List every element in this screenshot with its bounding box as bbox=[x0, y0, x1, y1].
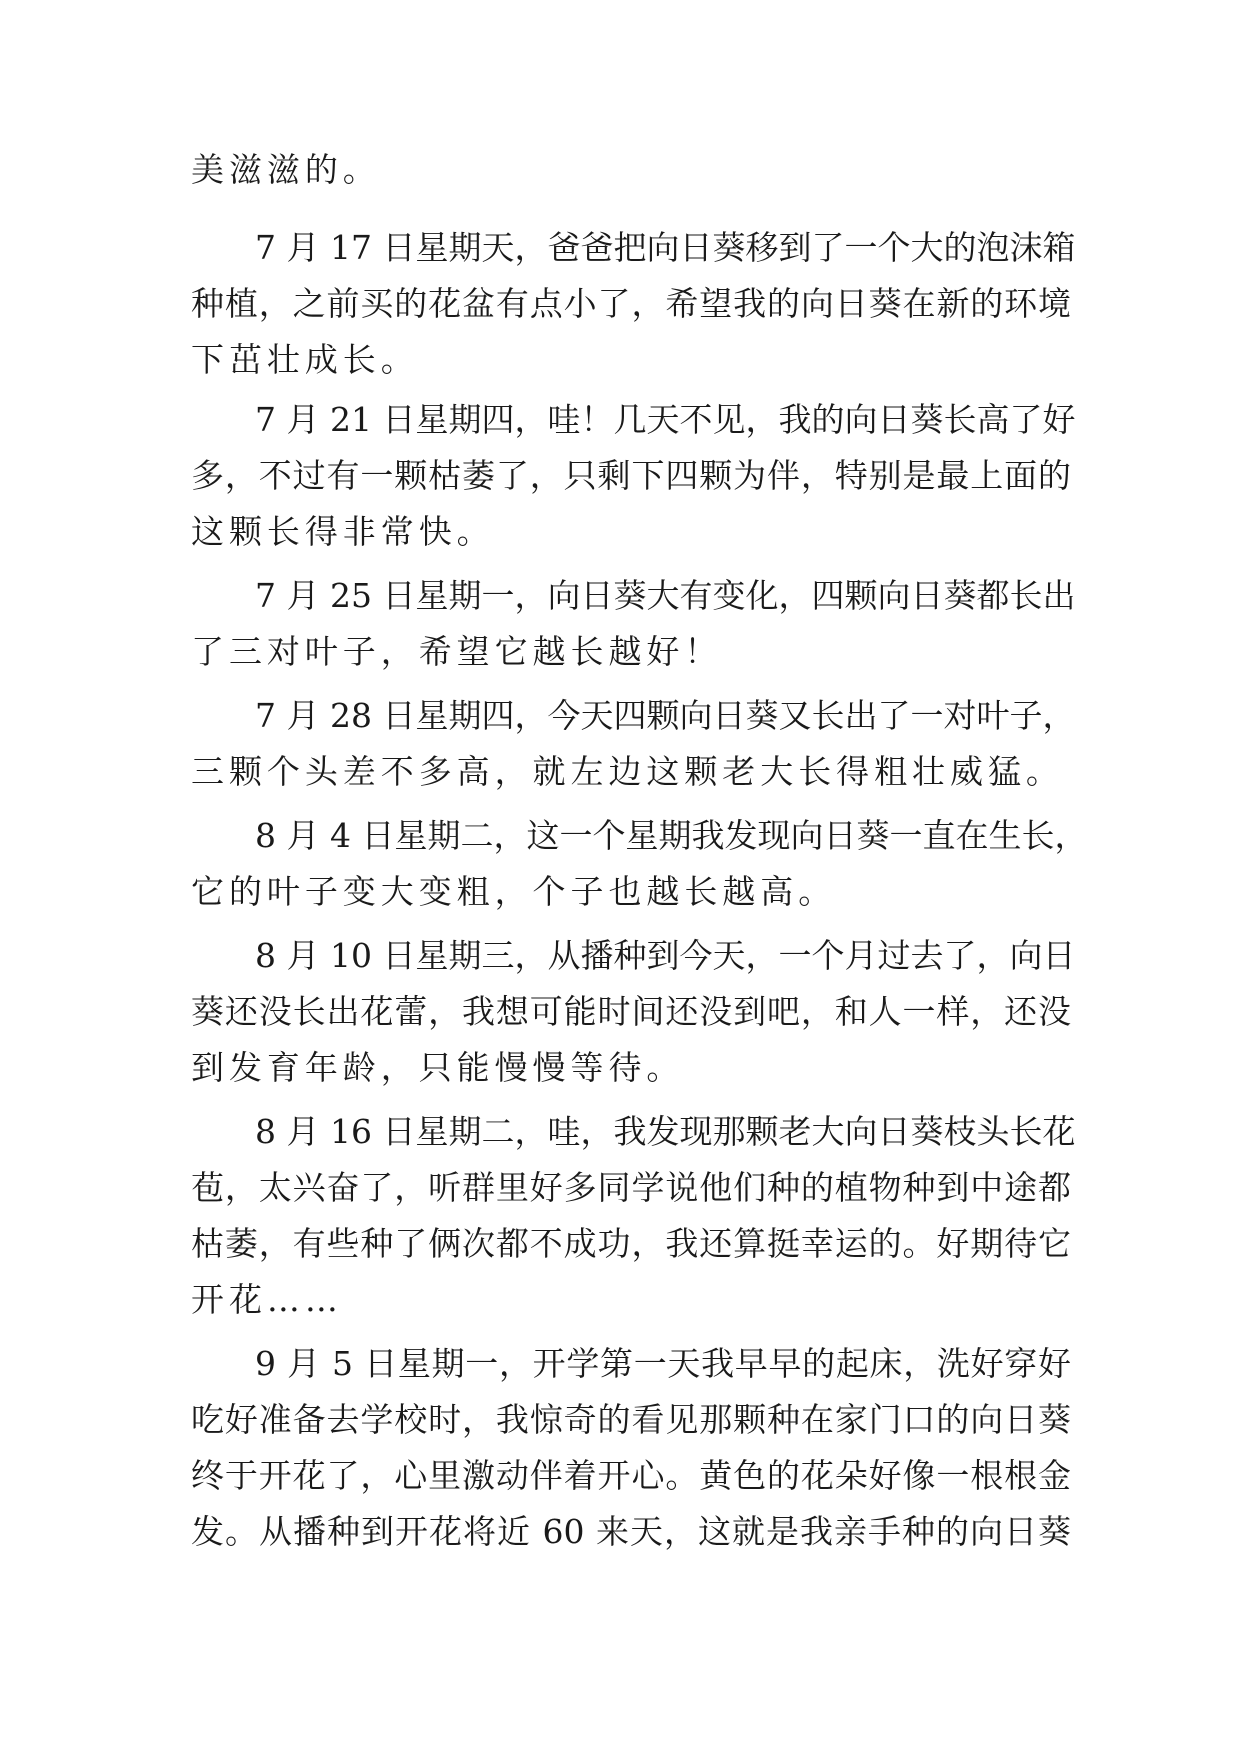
text-line: 下茁壮成长。 bbox=[191, 340, 419, 379]
text-line: 苞，太兴奋了，听群里好多同学说他们种的植物种到中途都 bbox=[191, 1168, 1071, 1207]
text-line: 三颗个头差不多高，就左边这颗老大长得粗壮威猛。 bbox=[191, 752, 1064, 791]
text-line: 吃好准备去学校时，我惊奇的看见那颗种在家门口的向日葵 bbox=[191, 1400, 1071, 1439]
text-line: 发。从播种到开花将近 60 来天，这就是我亲手种的向日葵 bbox=[191, 1512, 1071, 1551]
paragraph-first-line: 7 月 25 日星期一，向日葵大有变化，四颗向日葵都长出 bbox=[255, 576, 1076, 615]
text-line: 了三对叶子，希望它越长越好！ bbox=[191, 632, 723, 671]
paragraph-first-line: 8 月 4 日星期二，这一个星期我发现向日葵一直在生长， bbox=[255, 816, 1088, 855]
paragraph-first-line: 8 月 16 日星期二，哇，我发现那颗老大向日葵枝头长花 bbox=[255, 1112, 1076, 1151]
text-line: 开花…… bbox=[191, 1280, 343, 1319]
paragraph-first-line: 7 月 21 日星期四，哇！几天不见，我的向日葵长高了好 bbox=[255, 400, 1076, 439]
text-line: 多，不过有一颗枯萎了，只剩下四颗为伴，特别是最上面的 bbox=[191, 456, 1071, 495]
text-line: 到发育年龄，只能慢慢等待。 bbox=[191, 1048, 685, 1087]
text-line: 种植，之前买的花盆有点小了，希望我的向日葵在新的环境 bbox=[191, 284, 1071, 323]
text-line: 终于开花了，心里激动伴着开心。黄色的花朵好像一根根金 bbox=[191, 1456, 1071, 1495]
text-line: 美滋滋的。 bbox=[191, 150, 381, 189]
paragraph-first-line: 8 月 10 日星期三，从播种到今天，一个月过去了，向日 bbox=[255, 936, 1076, 975]
paragraph-first-line: 7 月 17 日星期天，爸爸把向日葵移到了一个大的泡沫箱 bbox=[255, 228, 1076, 267]
text-line: 这颗长得非常快。 bbox=[191, 512, 495, 551]
text-line: 它的叶子变大变粗，个子也越长越高。 bbox=[191, 872, 837, 911]
text-line: 枯萎，有些种了俩次都不成功，我还算挺幸运的。好期待它 bbox=[191, 1224, 1071, 1263]
paragraph-first-line: 7 月 28 日星期四，今天四颗向日葵又长出了一对叶子， bbox=[255, 696, 1076, 735]
paragraph-first-line: 9 月 5 日星期一，开学第一天我早早的起床，洗好穿好 bbox=[255, 1344, 1071, 1383]
text-line: 葵还没长出花蕾，我想可能时间还没到吧，和人一样，还没 bbox=[191, 992, 1071, 1031]
